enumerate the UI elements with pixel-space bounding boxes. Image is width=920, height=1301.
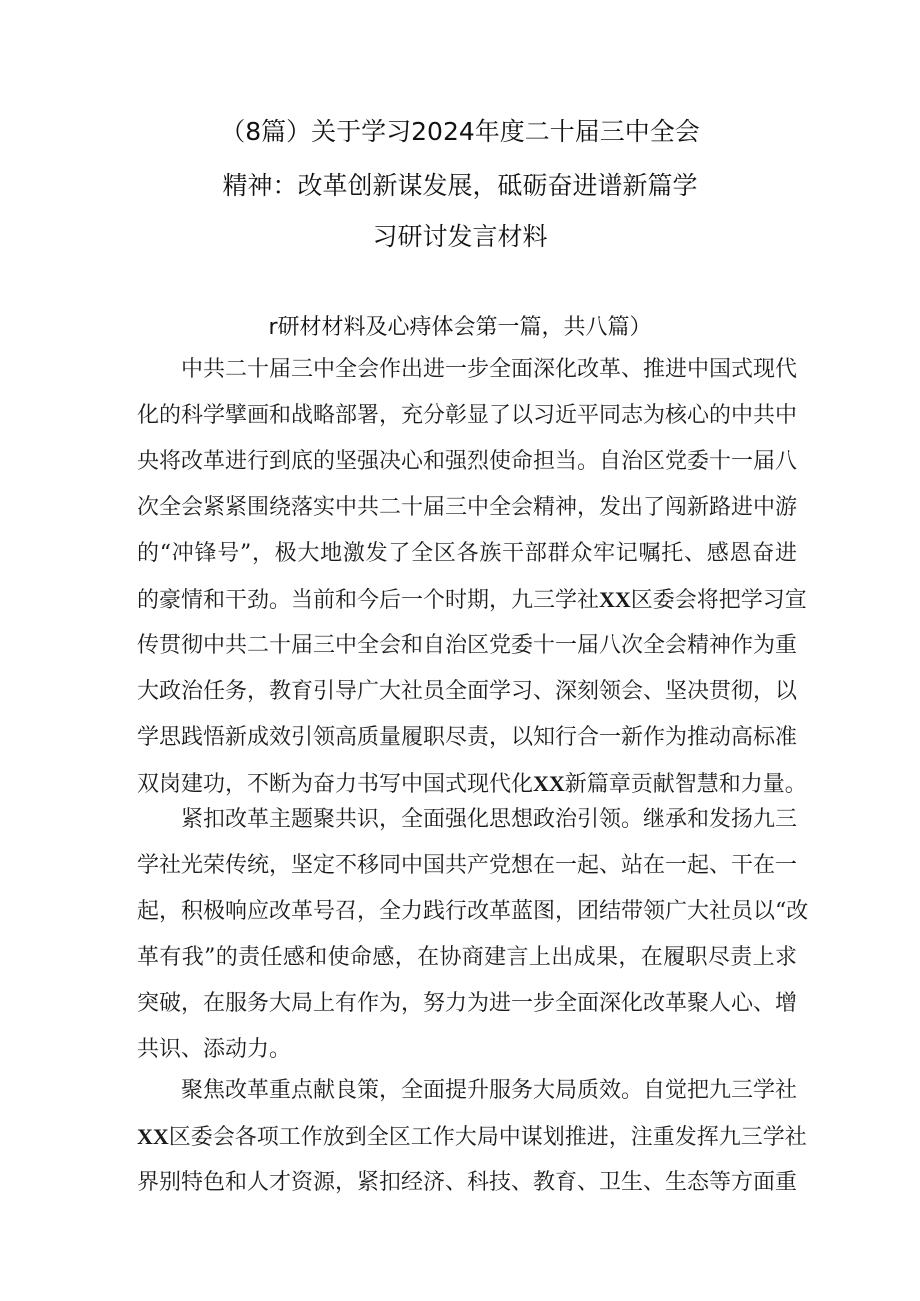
paragraph-line: 学社光荣传统，坚定不移同中国共产党想在一起、站在一起、干在一 (137, 853, 798, 878)
paragraph-line: XX区委会各项工作放到全区工作大局中谋划推进，注重发挥九三学社 (137, 1124, 807, 1150)
paragraph-line: 界别特色和人才资源，紧扣经济、科技、教育、卫生、生态等方面重 (137, 1170, 798, 1195)
paragraph-line: 紧扣改革主题聚共识，全面强化思想政治引领。继承和发扬九三 (181, 807, 798, 832)
paragraph-line: 央将改革进行到底的坚强决心和强烈使命担当。自治区党委十一届八 (137, 449, 798, 474)
paragraph-line: 起，积极响应改革号召，全力践行改革蓝图，团结带领广大社员以“改 (137, 899, 809, 924)
paragraph-line: 传贯彻中共二十届三中全会和自治区党委十一届八次全会精神作为重 (137, 633, 798, 658)
document-title-line-1: （8篇）关于学习2024年度二十届三中全会 (220, 117, 700, 146)
paragraph-line: 学思践悟新成效引领高质量履职尽责，以知行合一新作为推动高标准 (137, 725, 798, 750)
document-title-line-2: 精神：改革创新谋发展，砥砺奋进谱新篇学 (222, 171, 698, 200)
paragraph-line: 革有我”的责任感和使命感，在协商建言上出成果，在履职尽责上求 (137, 945, 798, 970)
document-subtitle: r研材材料及心痔体会第一篇，共八篇） (268, 315, 652, 340)
paragraph-line: 次全会紧紧围绕落实中共二十届三中全会精神，发出了闯新路进中游 (137, 495, 798, 520)
paragraph-line: 大政治任务，教育引导广大社员全面学习、深刻领会、坚决贯彻，以 (137, 679, 798, 704)
document-title-line-3: 习研讨发言材料 (372, 222, 548, 251)
paragraph-line: 的“冲锋号”，极大地激发了全区各族干部群众牢记嘱托、感恩奋进 (137, 541, 798, 566)
paragraph-line: 共识、添动力。 (137, 1037, 292, 1062)
paragraph-line: 中共二十届三中全会作出进一步全面深化改革、推进中国式现代 (181, 357, 798, 382)
paragraph-line: 的豪情和干劲。当前和今后一个时期，九三学社XX区委会将把学习宣 (137, 587, 807, 613)
paragraph-line: 聚焦改革重点献良策，全面提升服务大局质效。自觉把九三学社 (181, 1078, 798, 1103)
paragraph-line: 突破，在服务大局上有作为，努力为进一步全面深化改革聚人心、增 (137, 991, 798, 1016)
paragraph-line: 化的科学擘画和战略部署，充分彰显了以习近平同志为核心的中共中 (137, 403, 798, 428)
paragraph-line: 双岗建功，不断为奋力书写中国式现代化XX新篇章贡献智慧和力量。 (137, 771, 807, 797)
